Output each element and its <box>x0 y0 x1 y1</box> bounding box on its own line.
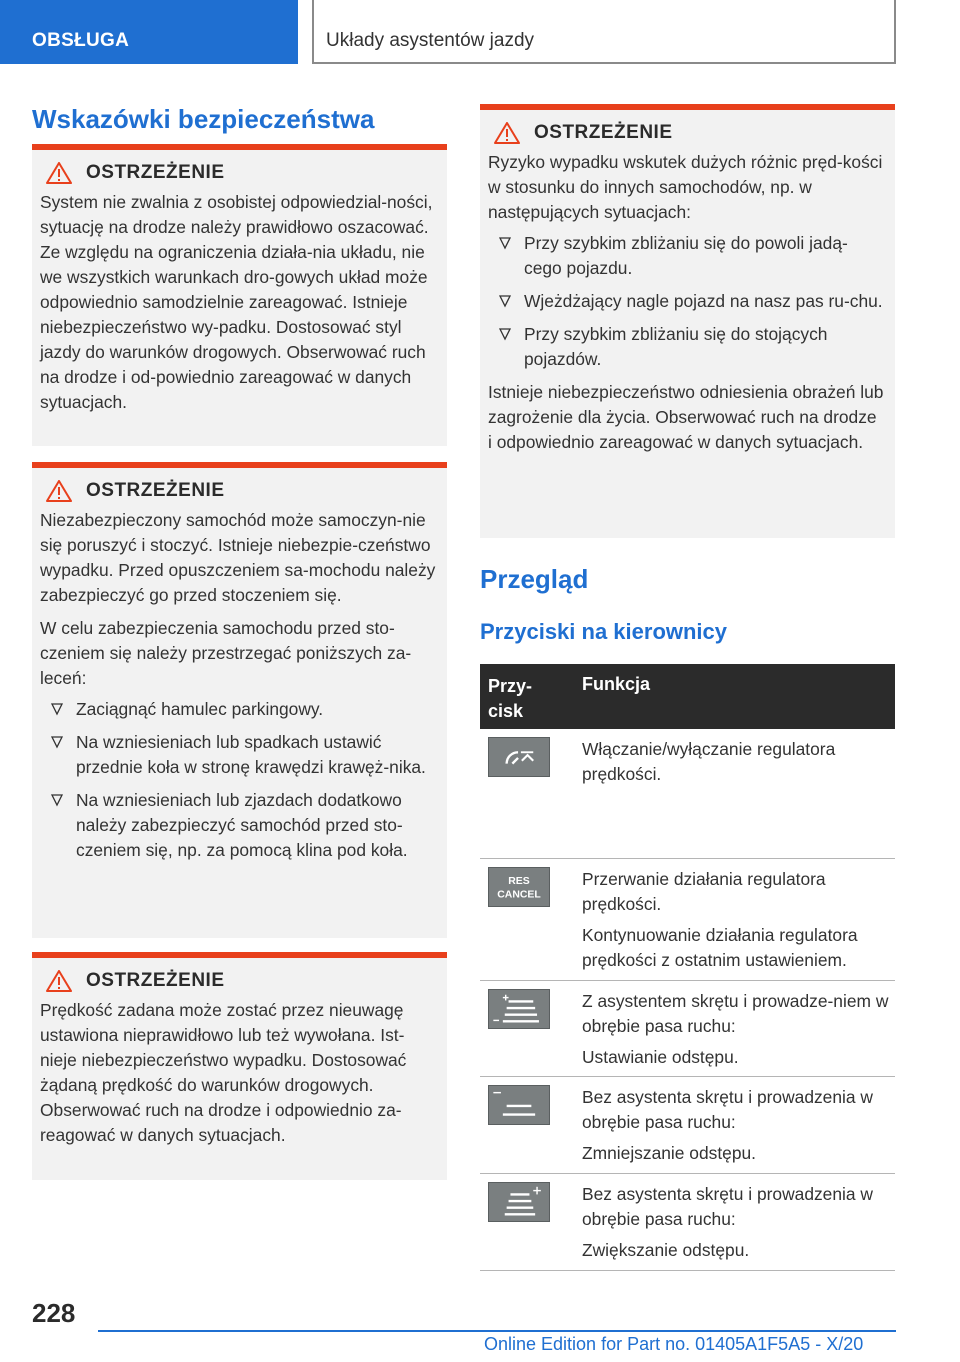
footer-edition: Online Edition for Part no. 01405A1F5A5 - X/20 <box>484 1334 864 1354</box>
table-row <box>480 1077 895 1174</box>
table-cell-function <box>574 729 895 858</box>
list-item <box>488 322 885 372</box>
warning-text: System nie zwalnia z osobistej odpowiedzial-ności, sytuację na drodze należy prawidłowo oszacować. Ze względu na ograniczenia działa-nia układu, nie we wszystkich warunkach dro-gowych układ może odpowiednio samodzielnie zareagować. Istnieje niebezpieczeństwo wy-padku. Dostosować styl jazdy do warunków drogowych. Obserwować ruch na drodze i od-powiednio zareagować w danych sytuacjach. <box>40 192 433 412</box>
warning-text: Prędkość zadana może zostać przez nieuwagę ustawiona nieprawidłowo lub też wywołana. Ist-nieje niebezpieczeństwo wypadku. Dostosować żądaną prędkość do warunków drogowych. Obserwować ruch na drodze i odpowiednio za-reagować w danych sytuacjach. <box>40 1000 407 1145</box>
warning-text: Ryzyko wypadku wskutek dużych różnic pręd-kości w stosunku do innych samochodów, np. w następujących sytuacjach: <box>488 152 883 222</box>
warning-title: OSTRZEŻENIE <box>86 970 225 991</box>
function-text: Przerwanie działania regulatora prędkości. <box>582 869 826 914</box>
table-header-function: Funkcja <box>582 674 651 694</box>
list-item-text: Przy szybkim zbliżaniu się do stojących pojazdów. <box>524 324 828 369</box>
subsection-title-buttons: Przyciski na kierownicy <box>480 619 728 644</box>
distance-increase-icon <box>488 1182 550 1222</box>
function-text: Włączanie/wyłączanie regulatora prędkości. <box>582 739 836 784</box>
table-cell-icon <box>480 1077 574 1173</box>
table-cell-function <box>574 1174 895 1270</box>
bullet-triangle-icon <box>498 326 512 342</box>
list-item <box>40 788 437 863</box>
function-text: Zmniejszanie odstępu. <box>582 1143 756 1163</box>
function-text: Ustawianie odstępu. <box>582 1047 739 1067</box>
header-chapter-label: Układy asystentów jazdy <box>326 30 535 51</box>
header-chapter-box <box>312 0 896 64</box>
table-row <box>480 981 895 1077</box>
warning-triangle-icon <box>494 122 520 144</box>
bullet-triangle-icon <box>50 701 64 717</box>
warning-box-1 <box>32 144 447 446</box>
distance-decrease-icon <box>488 1085 550 1125</box>
function-text: Z asystentem skrętu i prowadze-niem w obrębie pasa ruchu: <box>582 991 889 1036</box>
buttons-table <box>480 664 895 1271</box>
res-label: RES <box>508 876 530 888</box>
list-item <box>40 730 437 780</box>
warning-triangle-icon <box>46 480 72 502</box>
list-item-text: Przy szybkim zbliżaniu się do powoli jadą-cego pojazdu. <box>524 233 848 278</box>
warning-text: Istnieje niebezpieczeństwo odniesienia obrażeń lub zagrożenie dla życia. Obserwować ruch na drodze i odpowiednio zareagować w danych sytuacjach. <box>488 382 884 452</box>
page-number: 228 <box>32 1298 76 1328</box>
page-title: Wskazówki bezpieczeństwa <box>32 104 375 134</box>
bullet-triangle-icon <box>498 235 512 251</box>
warning-bullet-list <box>40 697 437 863</box>
warning-box-2 <box>32 462 447 938</box>
list-item <box>40 697 437 722</box>
warning-box-3 <box>32 952 447 1180</box>
list-item-text: Zaciągnąć hamulec parkingowy. <box>76 699 324 719</box>
warning-title: OSTRZEŻENIE <box>86 480 225 501</box>
table-row <box>480 729 895 859</box>
function-text: Bez asystenta skrętu i prowadzenia w obrębie pasa ruchu: <box>582 1087 873 1132</box>
table-header-button: Przy-cisk <box>488 676 533 721</box>
section-title-overview: Przegląd <box>480 564 589 594</box>
warning-triangle-icon <box>46 970 72 992</box>
warning-header <box>40 162 437 184</box>
table-cell-function <box>574 981 895 1076</box>
footer-divider <box>98 1330 896 1332</box>
function-text: Bez asystenta skrętu i prowadzenia w obrębie pasa ruchu: <box>582 1184 873 1229</box>
warning-title: OSTRZEŻENIE <box>534 122 673 143</box>
warning-header <box>40 480 437 502</box>
header-section-label: OBSŁUGA <box>32 30 130 51</box>
warning-triangle-icon <box>46 162 72 184</box>
header-section-tab <box>0 0 298 64</box>
bullet-triangle-icon <box>498 293 512 309</box>
bullet-triangle-icon <box>50 734 64 750</box>
warning-title: OSTRZEŻENIE <box>86 162 225 183</box>
table-cell-icon <box>480 981 574 1076</box>
function-text: Zwiększanie odstępu. <box>582 1240 750 1260</box>
list-item-text: Wjeżdżający nagle pojazd na nasz pas ru-chu. <box>524 291 883 311</box>
warning-text: Niezabezpieczony samochód może samoczyn-nie się poruszyć i stoczyć. Istnieje niebezpie-czeństwo wypadku. Przed opuszczeniem sa-mochodu należy zabezpieczyć go przed stoczeniem się. <box>40 510 436 605</box>
res-cancel-icon <box>488 867 550 907</box>
list-item-text: Na wzniesieniach lub zjazdach dodatkowo należy zabezpieczyć samochód przed sto-czeniem się, np. za pomocą klina pod koła. <box>76 790 408 860</box>
table-cell-icon <box>480 729 574 858</box>
table-cell-icon <box>480 1174 574 1270</box>
table-cell-icon <box>480 859 574 980</box>
cancel-label: CANCEL <box>497 889 541 901</box>
bullet-triangle-icon <box>50 792 64 808</box>
warning-header <box>40 970 437 992</box>
table-row <box>480 859 895 981</box>
table-header <box>480 664 895 729</box>
table-cell-function <box>574 859 895 980</box>
warning-bullet-list <box>488 231 885 372</box>
function-text: Kontynuowanie działania regulatora prędkości z ostatnim ustawieniem. <box>582 925 858 970</box>
list-item <box>488 231 885 281</box>
list-item-text: Na wzniesieniach lub spadkach ustawić przednie koła w stronę krawędzi krawęż-nika. <box>76 732 426 777</box>
distance-plus-minus-icon <box>488 989 550 1029</box>
list-item <box>488 289 885 314</box>
warning-box-4 <box>480 104 895 538</box>
table-row <box>480 1174 895 1271</box>
table-cell-function <box>574 1077 895 1173</box>
cruise-control-icon <box>488 737 550 777</box>
warning-text: W celu zabezpieczenia samochodu przed sto-czeniem się należy przestrzegać poniższych za-leceń: <box>40 618 412 688</box>
warning-header <box>488 122 885 144</box>
